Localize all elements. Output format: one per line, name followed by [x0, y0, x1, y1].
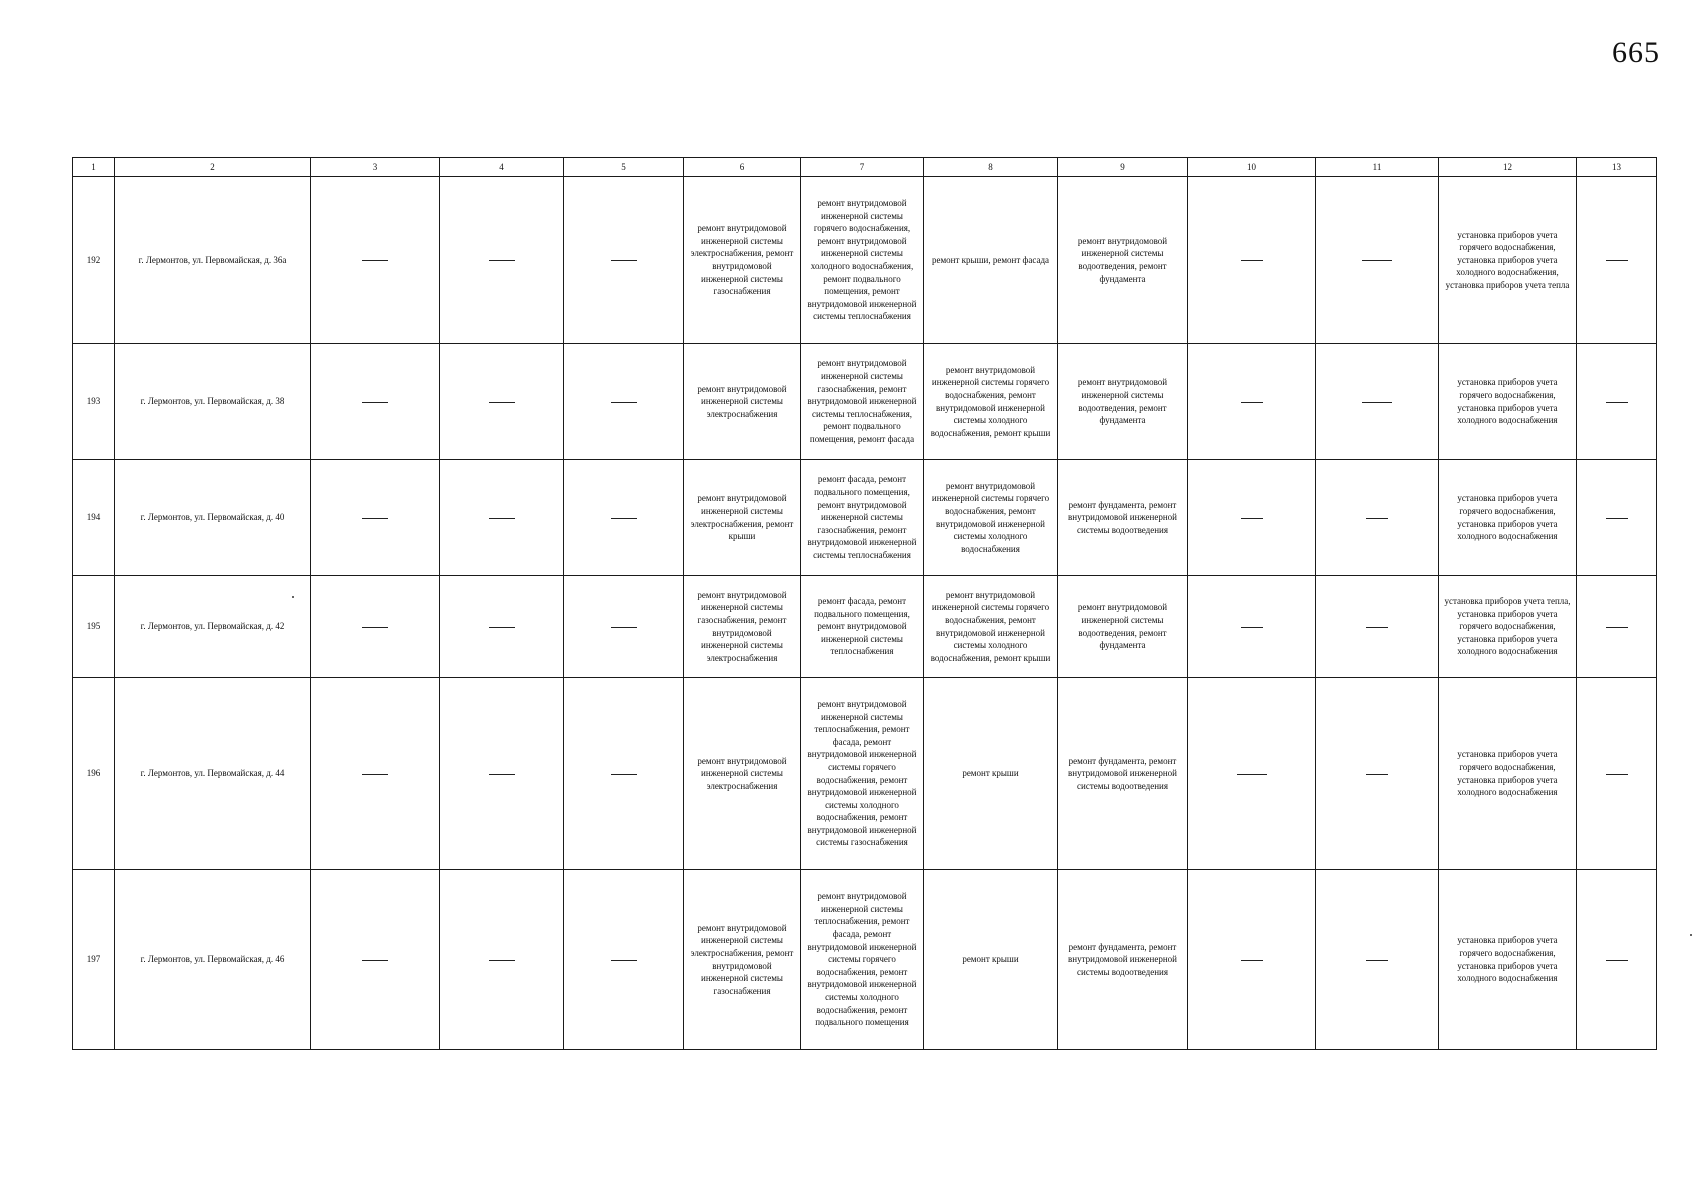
dash-cell — [1316, 460, 1439, 576]
dash-cell — [440, 460, 564, 576]
column-header: 3 — [311, 158, 440, 177]
column-header: 7 — [801, 158, 924, 177]
table-row — [73, 344, 1657, 460]
dash-cell — [440, 678, 564, 870]
row-address: г. Лермонтов, ул. Первомайская, д. 46 — [115, 870, 311, 1050]
column-header: 11 — [1316, 158, 1439, 177]
work-cell-col7: ремонт внутридомовой инженерной системы теплоснабжения, ремонт фасада, ремонт внутридомовой инженерной системы горячего водоснабжения, ремонт внутридомовой инженерной системы холодного водоснабжения, ремонт внутридомовой инженерной системы газоснабжения — [801, 678, 924, 870]
dash-mark — [1606, 402, 1628, 403]
dash-cell — [564, 678, 684, 870]
row-address: г. Лермонтов, ул. Первомайская, д. 40 — [115, 460, 311, 576]
dash-mark — [1606, 627, 1628, 628]
work-cell-col6: ремонт внутридомовой инженерной системы электроснабжения, ремонт внутридомовой инженерной системы газоснабжения — [684, 177, 801, 344]
column-header: 1 — [73, 158, 115, 177]
dash-cell — [311, 870, 440, 1050]
dash-cell — [1188, 576, 1316, 678]
scan-speck — [1690, 934, 1692, 936]
dash-mark — [362, 774, 388, 775]
row-address: г. Лермонтов, ул. Первомайская, д. 38 — [115, 344, 311, 460]
table-row — [73, 678, 1657, 870]
work-cell-col9: ремонт фундамента, ремонт внутридомовой инженерной системы водоотведения — [1058, 460, 1188, 576]
dash-cell — [564, 576, 684, 678]
dash-cell — [1316, 177, 1439, 344]
dash-cell — [564, 460, 684, 576]
dash-mark — [1241, 627, 1263, 628]
work-cell-col6: ремонт внутридомовой инженерной системы электроснабжения, ремонт крыши — [684, 460, 801, 576]
dash-cell — [1577, 177, 1657, 344]
column-header: 10 — [1188, 158, 1316, 177]
dash-cell — [1577, 576, 1657, 678]
dash-mark — [1606, 774, 1628, 775]
page-number: 665 — [1612, 36, 1660, 69]
work-cell-col7: ремонт внутридомовой инженерной системы горячего водоснабжения, ремонт внутридомовой инженерной системы холодного водоснабжения, ремонт подвального помещения, ремонт внутридомовой инженерной системы теплоснабжения — [801, 177, 924, 344]
dash-mark — [362, 518, 388, 519]
row-number: 196 — [73, 678, 115, 870]
dash-mark — [489, 402, 515, 403]
dash-mark — [1241, 402, 1263, 403]
dash-mark — [1241, 960, 1263, 961]
dash-mark — [611, 518, 637, 519]
work-cell-col12: установка приборов учета горячего водоснабжения, установка приборов учета холодного водоснабжения — [1439, 460, 1577, 576]
work-cell-col9: ремонт фундамента, ремонт внутридомовой инженерной системы водоотведения — [1058, 870, 1188, 1050]
dash-mark — [362, 402, 388, 403]
dash-cell — [1188, 460, 1316, 576]
dash-mark — [1241, 260, 1263, 261]
dash-mark — [1237, 774, 1267, 775]
work-cell-col8: ремонт крыши — [924, 678, 1058, 870]
repair-schedule-table — [72, 157, 1657, 1050]
dash-cell — [1188, 344, 1316, 460]
dash-mark — [1606, 960, 1628, 961]
dash-cell — [564, 344, 684, 460]
scan-speck — [292, 596, 294, 598]
work-cell-col8: ремонт крыши, ремонт фасада — [924, 177, 1058, 344]
dash-cell — [311, 344, 440, 460]
dash-cell — [1316, 344, 1439, 460]
work-cell-col7: ремонт фасада, ремонт подвального помещения, ремонт внутридомовой инженерной системы газоснабжения, ремонт внутридомовой инженерной системы теплоснабжения — [801, 460, 924, 576]
column-header: 6 — [684, 158, 801, 177]
dash-mark — [1366, 627, 1388, 628]
column-header: 5 — [564, 158, 684, 177]
dash-mark — [362, 960, 388, 961]
work-cell-col6: ремонт внутридомовой инженерной системы электроснабжения — [684, 678, 801, 870]
dash-cell — [440, 177, 564, 344]
work-cell-col7: ремонт внутридомовой инженерной системы теплоснабжения, ремонт фасада, ремонт внутридомовой инженерной системы горячего водоснабжения, ремонт внутридомовой инженерной системы холодного водоснабжения, ремонт подвального помещения — [801, 870, 924, 1050]
work-cell-col8: ремонт внутридомовой инженерной системы горячего водоснабжения, ремонт внутридомовой инженерной системы холодного водоснабжения, ремонт крыши — [924, 576, 1058, 678]
work-cell-col9: ремонт фундамента, ремонт внутридомовой инженерной системы водоотведения — [1058, 678, 1188, 870]
work-cell-col12: установка приборов учета тепла, установка приборов учета горячего водоснабжения, установка приборов учета холодного водоснабжения — [1439, 576, 1577, 678]
dash-mark — [1366, 518, 1388, 519]
dash-mark — [362, 260, 388, 261]
dash-mark — [362, 627, 388, 628]
dash-cell — [440, 870, 564, 1050]
work-cell-col9: ремонт внутридомовой инженерной системы водоотведения, ремонт фундамента — [1058, 576, 1188, 678]
dash-mark — [489, 627, 515, 628]
row-number: 194 — [73, 460, 115, 576]
row-address: г. Лермонтов, ул. Первомайская, д. 36а — [115, 177, 311, 344]
column-header: 9 — [1058, 158, 1188, 177]
dash-mark — [489, 960, 515, 961]
dash-cell — [564, 870, 684, 1050]
column-header: 13 — [1577, 158, 1657, 177]
table-row — [73, 576, 1657, 678]
row-number: 193 — [73, 344, 115, 460]
work-cell-col8: ремонт внутридомовой инженерной системы горячего водоснабжения, ремонт внутридомовой инженерной системы холодного водоснабжения — [924, 460, 1058, 576]
dash-cell — [311, 177, 440, 344]
dash-mark — [1241, 518, 1263, 519]
dash-mark — [489, 774, 515, 775]
dash-cell — [1316, 870, 1439, 1050]
row-address: г. Лермонтов, ул. Первомайская, д. 42 — [115, 576, 311, 678]
work-cell-col12: установка приборов учета горячего водоснабжения, установка приборов учета холодного водоснабжения — [1439, 870, 1577, 1050]
dash-mark — [1362, 402, 1392, 403]
dash-cell — [311, 678, 440, 870]
dash-mark — [1366, 774, 1388, 775]
dash-cell — [564, 177, 684, 344]
dash-mark — [611, 774, 637, 775]
dash-mark — [1366, 960, 1388, 961]
work-cell-col9: ремонт внутридомовой инженерной системы водоотведения, ремонт фундамента — [1058, 177, 1188, 344]
work-cell-col6: ремонт внутридомовой инженерной системы электроснабжения — [684, 344, 801, 460]
dash-cell — [1577, 344, 1657, 460]
work-cell-col12: установка приборов учета горячего водоснабжения, установка приборов учета холодного водоснабжения — [1439, 678, 1577, 870]
dash-cell — [440, 344, 564, 460]
work-cell-col8: ремонт крыши — [924, 870, 1058, 1050]
dash-cell — [1188, 678, 1316, 870]
column-header: 4 — [440, 158, 564, 177]
table-row — [73, 870, 1657, 1050]
dash-mark — [1606, 518, 1628, 519]
dash-mark — [489, 518, 515, 519]
dash-mark — [611, 627, 637, 628]
work-cell-col7: ремонт внутридомовой инженерной системы газоснабжения, ремонт внутридомовой инженерной системы теплоснабжения, ремонт подвального помещения, ремонт фасада — [801, 344, 924, 460]
dash-cell — [1316, 678, 1439, 870]
work-cell-col6: ремонт внутридомовой инженерной системы газоснабжения, ремонт внутридомовой инженерной системы электроснабжения — [684, 576, 801, 678]
dash-cell — [1577, 460, 1657, 576]
dash-mark — [611, 402, 637, 403]
column-number-row — [73, 158, 1657, 177]
dash-cell — [1577, 678, 1657, 870]
dash-cell — [311, 460, 440, 576]
dash-cell — [1188, 870, 1316, 1050]
dash-cell — [440, 576, 564, 678]
column-header: 12 — [1439, 158, 1577, 177]
row-number: 195 — [73, 576, 115, 678]
work-cell-col6: ремонт внутридомовой инженерной системы электроснабжения, ремонт внутридомовой инженерной системы газоснабжения — [684, 870, 801, 1050]
row-number: 192 — [73, 177, 115, 344]
work-cell-col12: установка приборов учета горячего водоснабжения, установка приборов учета холодного водоснабжения, установка приборов учета тепла — [1439, 177, 1577, 344]
dash-cell — [311, 576, 440, 678]
work-cell-col7: ремонт фасада, ремонт подвального помещения, ремонт внутридомовой инженерной системы теплоснабжения — [801, 576, 924, 678]
work-cell-col8: ремонт внутридомовой инженерной системы горячего водоснабжения, ремонт внутридомовой инженерной системы холодного водоснабжения, ремонт крыши — [924, 344, 1058, 460]
column-header: 2 — [115, 158, 311, 177]
table-row — [73, 460, 1657, 576]
table-row — [73, 177, 1657, 344]
row-number: 197 — [73, 870, 115, 1050]
column-header: 8 — [924, 158, 1058, 177]
work-cell-col9: ремонт внутридомовой инженерной системы водоотведения, ремонт фундамента — [1058, 344, 1188, 460]
dash-cell — [1188, 177, 1316, 344]
work-cell-col12: установка приборов учета горячего водоснабжения, установка приборов учета холодного водоснабжения — [1439, 344, 1577, 460]
dash-mark — [489, 260, 515, 261]
dash-cell — [1577, 870, 1657, 1050]
dash-mark — [611, 260, 637, 261]
dash-mark — [611, 960, 637, 961]
dash-mark — [1362, 260, 1392, 261]
dash-cell — [1316, 576, 1439, 678]
row-address: г. Лермонтов, ул. Первомайская, д. 44 — [115, 678, 311, 870]
dash-mark — [1606, 260, 1628, 261]
